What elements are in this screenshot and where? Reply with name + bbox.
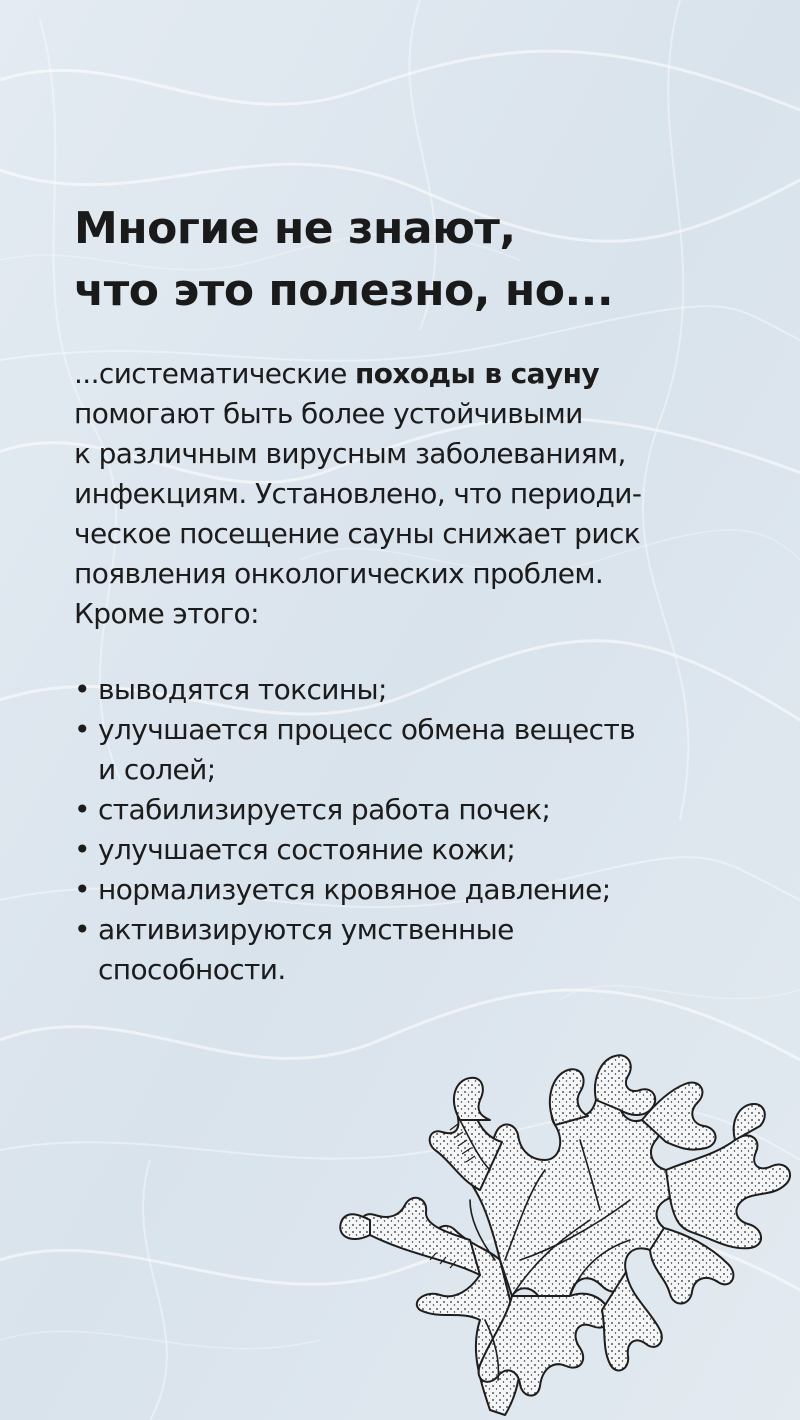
intro-first-line (74, 354, 754, 394)
list-item (74, 870, 754, 910)
intro-line: помогают быть более устойчивыми (74, 397, 583, 430)
intro-line: появления онкологических проблем. (74, 557, 604, 590)
list-item-text: стабилизируется работа почек; (98, 793, 551, 826)
intro-lead-text: ...систематические (74, 357, 356, 390)
list-item-text: улучшается процесс обмена веществ (98, 713, 636, 746)
list-item (74, 830, 754, 870)
title-line-1: Многие не знают, (74, 203, 516, 254)
bullet-icon: • (74, 873, 90, 906)
bullet-icon: • (74, 713, 90, 746)
intro-line: Кроме этого: (74, 597, 259, 630)
intro-highlight: походы в сауну (355, 357, 599, 390)
list-item-text-continued: способности. (98, 953, 286, 986)
list-item-text: выводятся токсины; (98, 673, 387, 706)
list-item (74, 910, 754, 990)
list-item-text: нормализуется кровяное давление; (98, 873, 611, 906)
page-title (74, 198, 754, 322)
list-item-text: улучшается состояние кожи; (98, 833, 516, 866)
intro-line: к различным вирусным заболеваниям, (74, 437, 626, 470)
bullet-icon: • (74, 793, 90, 826)
intro-line: ческое посещение сауны снижает риск (74, 517, 641, 550)
list-item-text: активизируются умственные (98, 913, 514, 946)
bullet-icon: • (74, 673, 90, 706)
title-line-2: что это полезно, но... (74, 265, 614, 316)
intro-paragraph (74, 354, 754, 634)
article (74, 198, 754, 990)
bullet-icon: • (74, 833, 90, 866)
list-item (74, 710, 754, 790)
list-item (74, 670, 754, 710)
intro-line: инфекциям. Установлено, что периоди- (74, 477, 642, 510)
list-item (74, 790, 754, 830)
bullet-icon: • (74, 913, 90, 946)
benefits-list (74, 670, 754, 990)
list-item-text-continued: и солей; (98, 753, 216, 786)
coral-illustration (330, 1020, 800, 1420)
